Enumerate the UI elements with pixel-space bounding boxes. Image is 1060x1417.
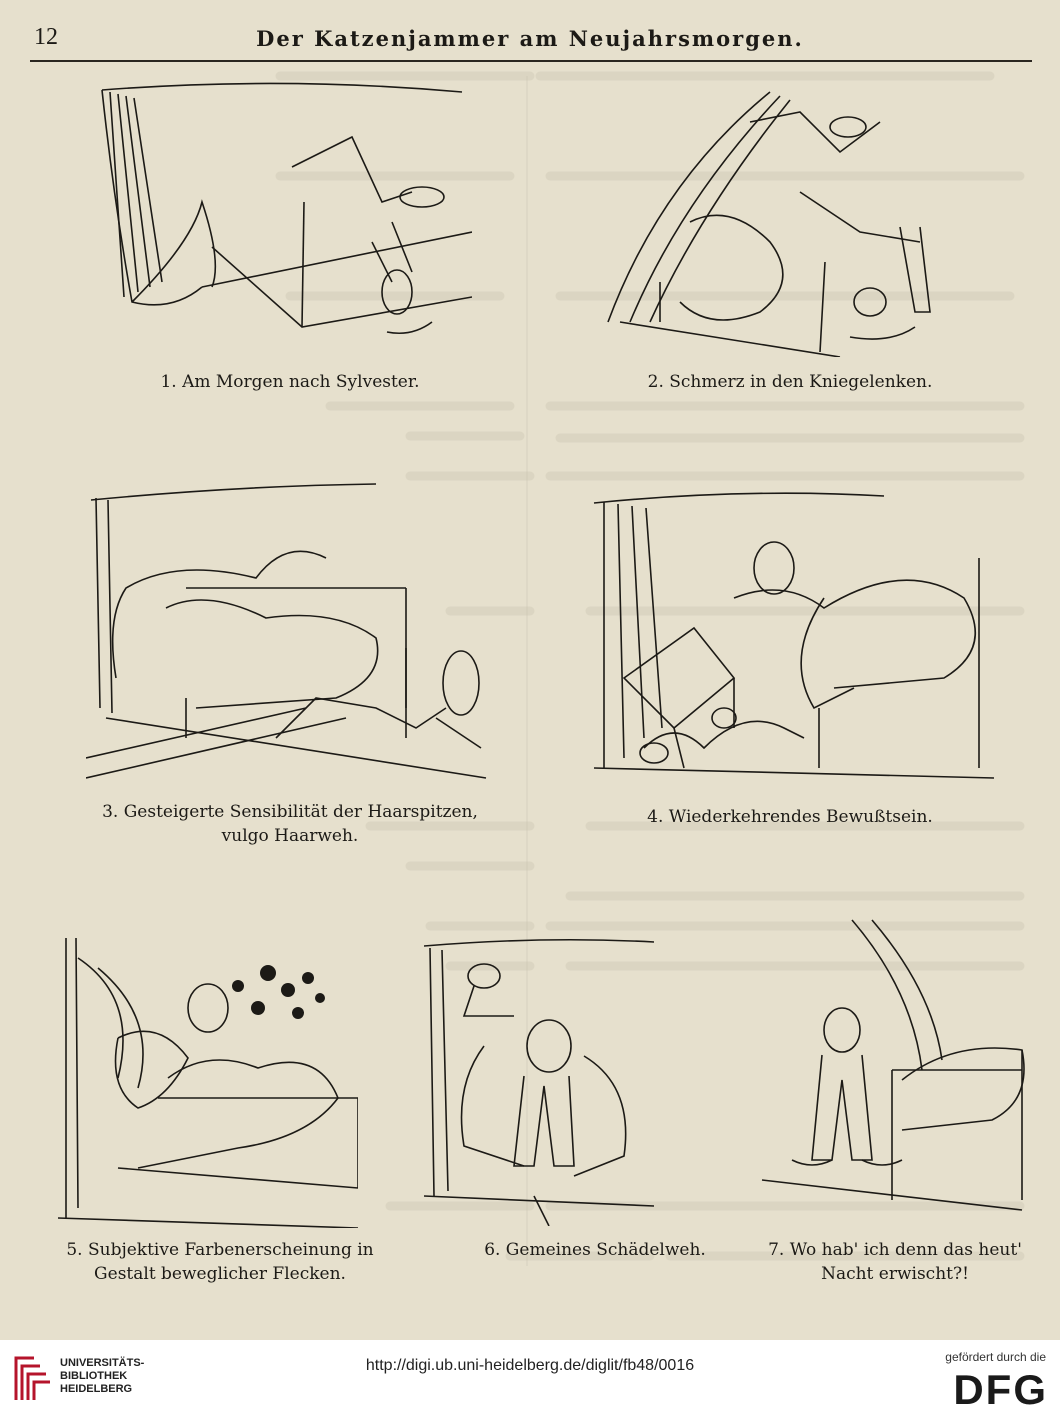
illustration-panel-7 <box>752 910 1032 1220</box>
panel-5-drawing <box>58 938 358 1228</box>
panel-4-drawing <box>584 478 1004 788</box>
funded-by-label: gefördert durch die <box>945 1350 1046 1364</box>
illustration-panel-6 <box>424 936 654 1226</box>
caption-1: 1. Am Morgen nach Sylvester. <box>160 372 420 392</box>
source-url[interactable]: http://digi.ub.uni-heidelberg.de/diglit/fb48/0016 <box>365 1357 695 1374</box>
panel-1-drawing <box>92 82 472 352</box>
panel-2-drawing <box>600 82 960 357</box>
institution-name: UNIVERSITÄTS- BIBLIOTHEK HEIDELBERG <box>60 1357 145 1395</box>
illustration-panel-3 <box>86 478 506 788</box>
illustration-panel-4 <box>584 478 1004 788</box>
funder-logo: DFG <box>953 1366 1048 1413</box>
page-number: 12 <box>34 24 58 50</box>
caption-2: 2. Schmerz in den Kniegelenken. <box>647 372 933 392</box>
illustration-panel-1 <box>92 82 472 352</box>
caption-3: 3. Gesteigerte Sensibilität der Haarspitzen, vulgo Haarweh. <box>102 802 478 846</box>
panel-6-drawing <box>424 936 654 1226</box>
panel-3-drawing <box>86 478 506 788</box>
caption-7: 7. Wo hab' ich denn das heut' Nacht erwischt?! <box>768 1240 1022 1284</box>
caption-6: 6. Gemeines Schädelweh. <box>484 1240 706 1260</box>
illustration-panel-2 <box>600 82 960 357</box>
header-rule <box>30 60 1032 62</box>
page-title: Der Katzenjammer am Neujahrsmorgen. <box>256 26 804 51</box>
illustration-panel-5 <box>58 938 358 1228</box>
panel-7-drawing <box>752 910 1032 1220</box>
caption-5: 5. Subjektive Farbenerscheinung in Gestalt beweglicher Flecken. <box>66 1240 374 1284</box>
footer-bar <box>0 1340 1060 1417</box>
caption-4: 4. Wiederkehrendes Bewußtsein. <box>647 807 933 827</box>
